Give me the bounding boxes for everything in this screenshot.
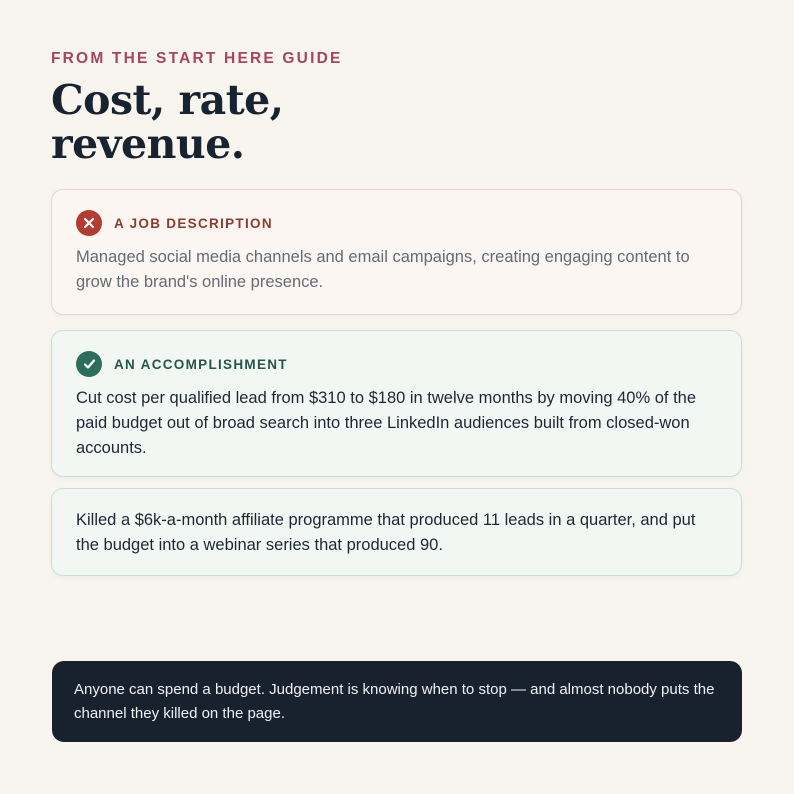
title-line-1: Cost, rate, (51, 76, 284, 124)
title-line-2: revenue. (51, 120, 245, 168)
example-card (51, 488, 742, 576)
page-title (51, 78, 551, 166)
x-icon (76, 210, 102, 236)
check-icon (76, 351, 102, 377)
accomplishment-header (76, 351, 288, 377)
accomplishment-text: Cut cost per qualified lead from $310 to $180 in twelve months by moving 40% of the paid budget out of broad search into three LinkedIn audiences built from closed-won accounts. (76, 389, 697, 457)
eyebrow-label: FROM THE START HERE GUIDE (51, 50, 343, 67)
job-description-header (76, 210, 273, 236)
job-description-card (51, 189, 742, 315)
callout-box: Anyone can spend a budget. Judgement is knowing when to stop — and almost nobody puts the channel they killed on the page. (52, 661, 742, 742)
job-description-text: Managed social media channels and email campaigns, creating engaging content to grow the brand's online presence. (76, 248, 690, 291)
example-text: Killed a $6k-a-month affiliate programme that produced 11 leads in a quarter, and put the budget into a webinar series that produced 90. (76, 511, 696, 554)
accomplishment-label: AN ACCOMPLISHMENT (114, 356, 288, 372)
job-description-label: A JOB DESCRIPTION (114, 215, 273, 231)
accomplishment-card (51, 330, 742, 477)
